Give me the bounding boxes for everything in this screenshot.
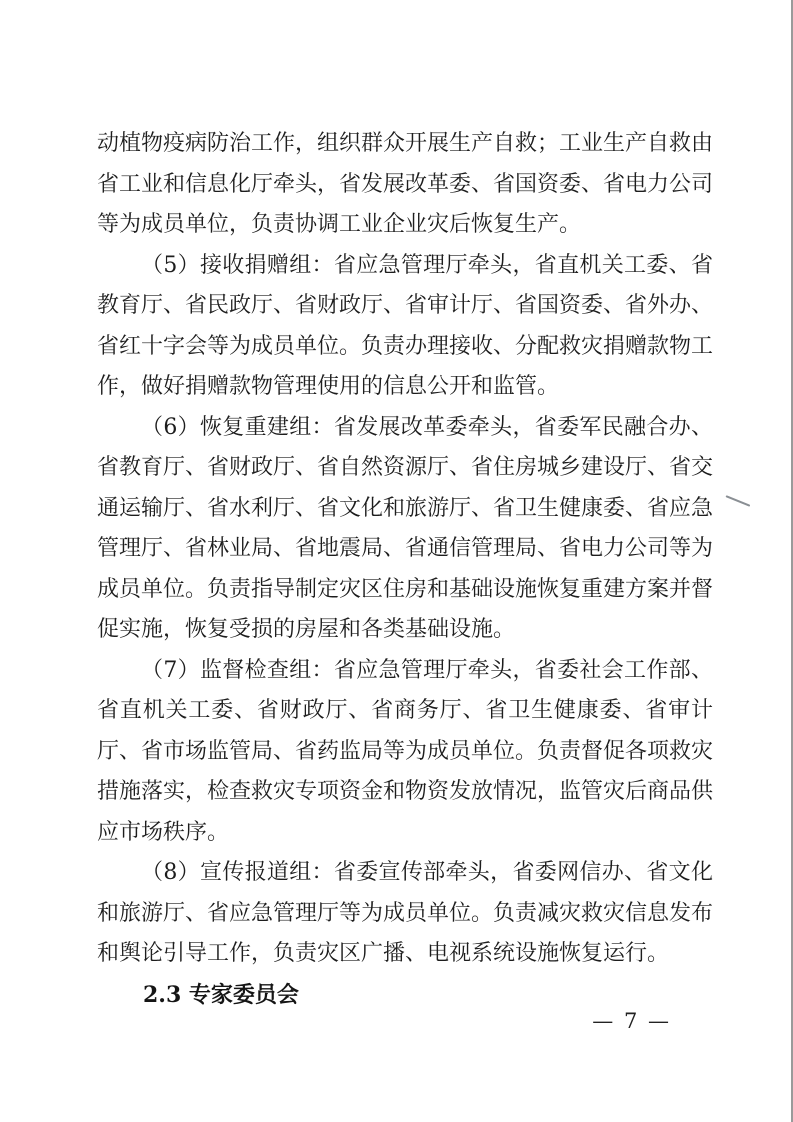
paragraph-item-6-reconstruction-group: （6）恢复重建组：省发展改革委牵头，省委军民融合办、省教育厅、省财政厅、省自然资源厅、省住房城乡建设厅、省交通运输厅、省水利厅、省文化和旅游厅、省卫生健康委、省应急管理厅、省林业局、省地震局、省通信管理局、省电力公司等为成员单位。负责指导制定灾区住房和基础设施恢复重建方案并督促实施，恢复受损的房屋和各类基础设施。 [97, 414, 714, 642]
paragraph-continuation: 动植物疫病防治工作，组织群众开展生产自救；工业生产自救由省工业和信息化厅牵头，省发展改革委、省国资委、省电力公司等为成员单位，负责协调工业企业灾后恢复生产。 [97, 131, 714, 237]
paragraph-item-7-supervision-group: （7）监督检查组：省应急管理厅牵头，省委社会工作部、省直机关工委、省财政厅、省商务厅、省卫生健康委、省审计厅、省市场监管局、省药监局等为成员单位。负责督促各项救灾措施落实，检查救灾专项资金和物资发放情况，监管灾后商品供应市场秩序。 [97, 657, 714, 845]
body-text-block [97, 124, 713, 1015]
paragraph-item-8-publicity-group: （8）宣传报道组：省委宣传部牵头，省委网信办、省文化和旅游厅、省应急管理厅等为成员单位。负责减灾救灾信息发布和舆论引导工作，负责灾区广播、电视系统设施恢复运行。 [97, 860, 714, 966]
paragraph-item-5-donation-group: （5）接收捐赠组：省应急管理厅牵头，省直机关工委、省教育厅、省民政厅、省财政厅、省审计厅、省国资委、省外办、省红十字会等为成员单位。负责办理接收、分配救灾捐赠款物工作，做好捐赠款物管理使用的信息公开和监管。 [97, 252, 714, 399]
section-heading: 2.3 专家委员会 [143, 981, 299, 1008]
page-number: — 7 — [592, 1009, 671, 1033]
scan-artifact-mark [726, 495, 751, 506]
